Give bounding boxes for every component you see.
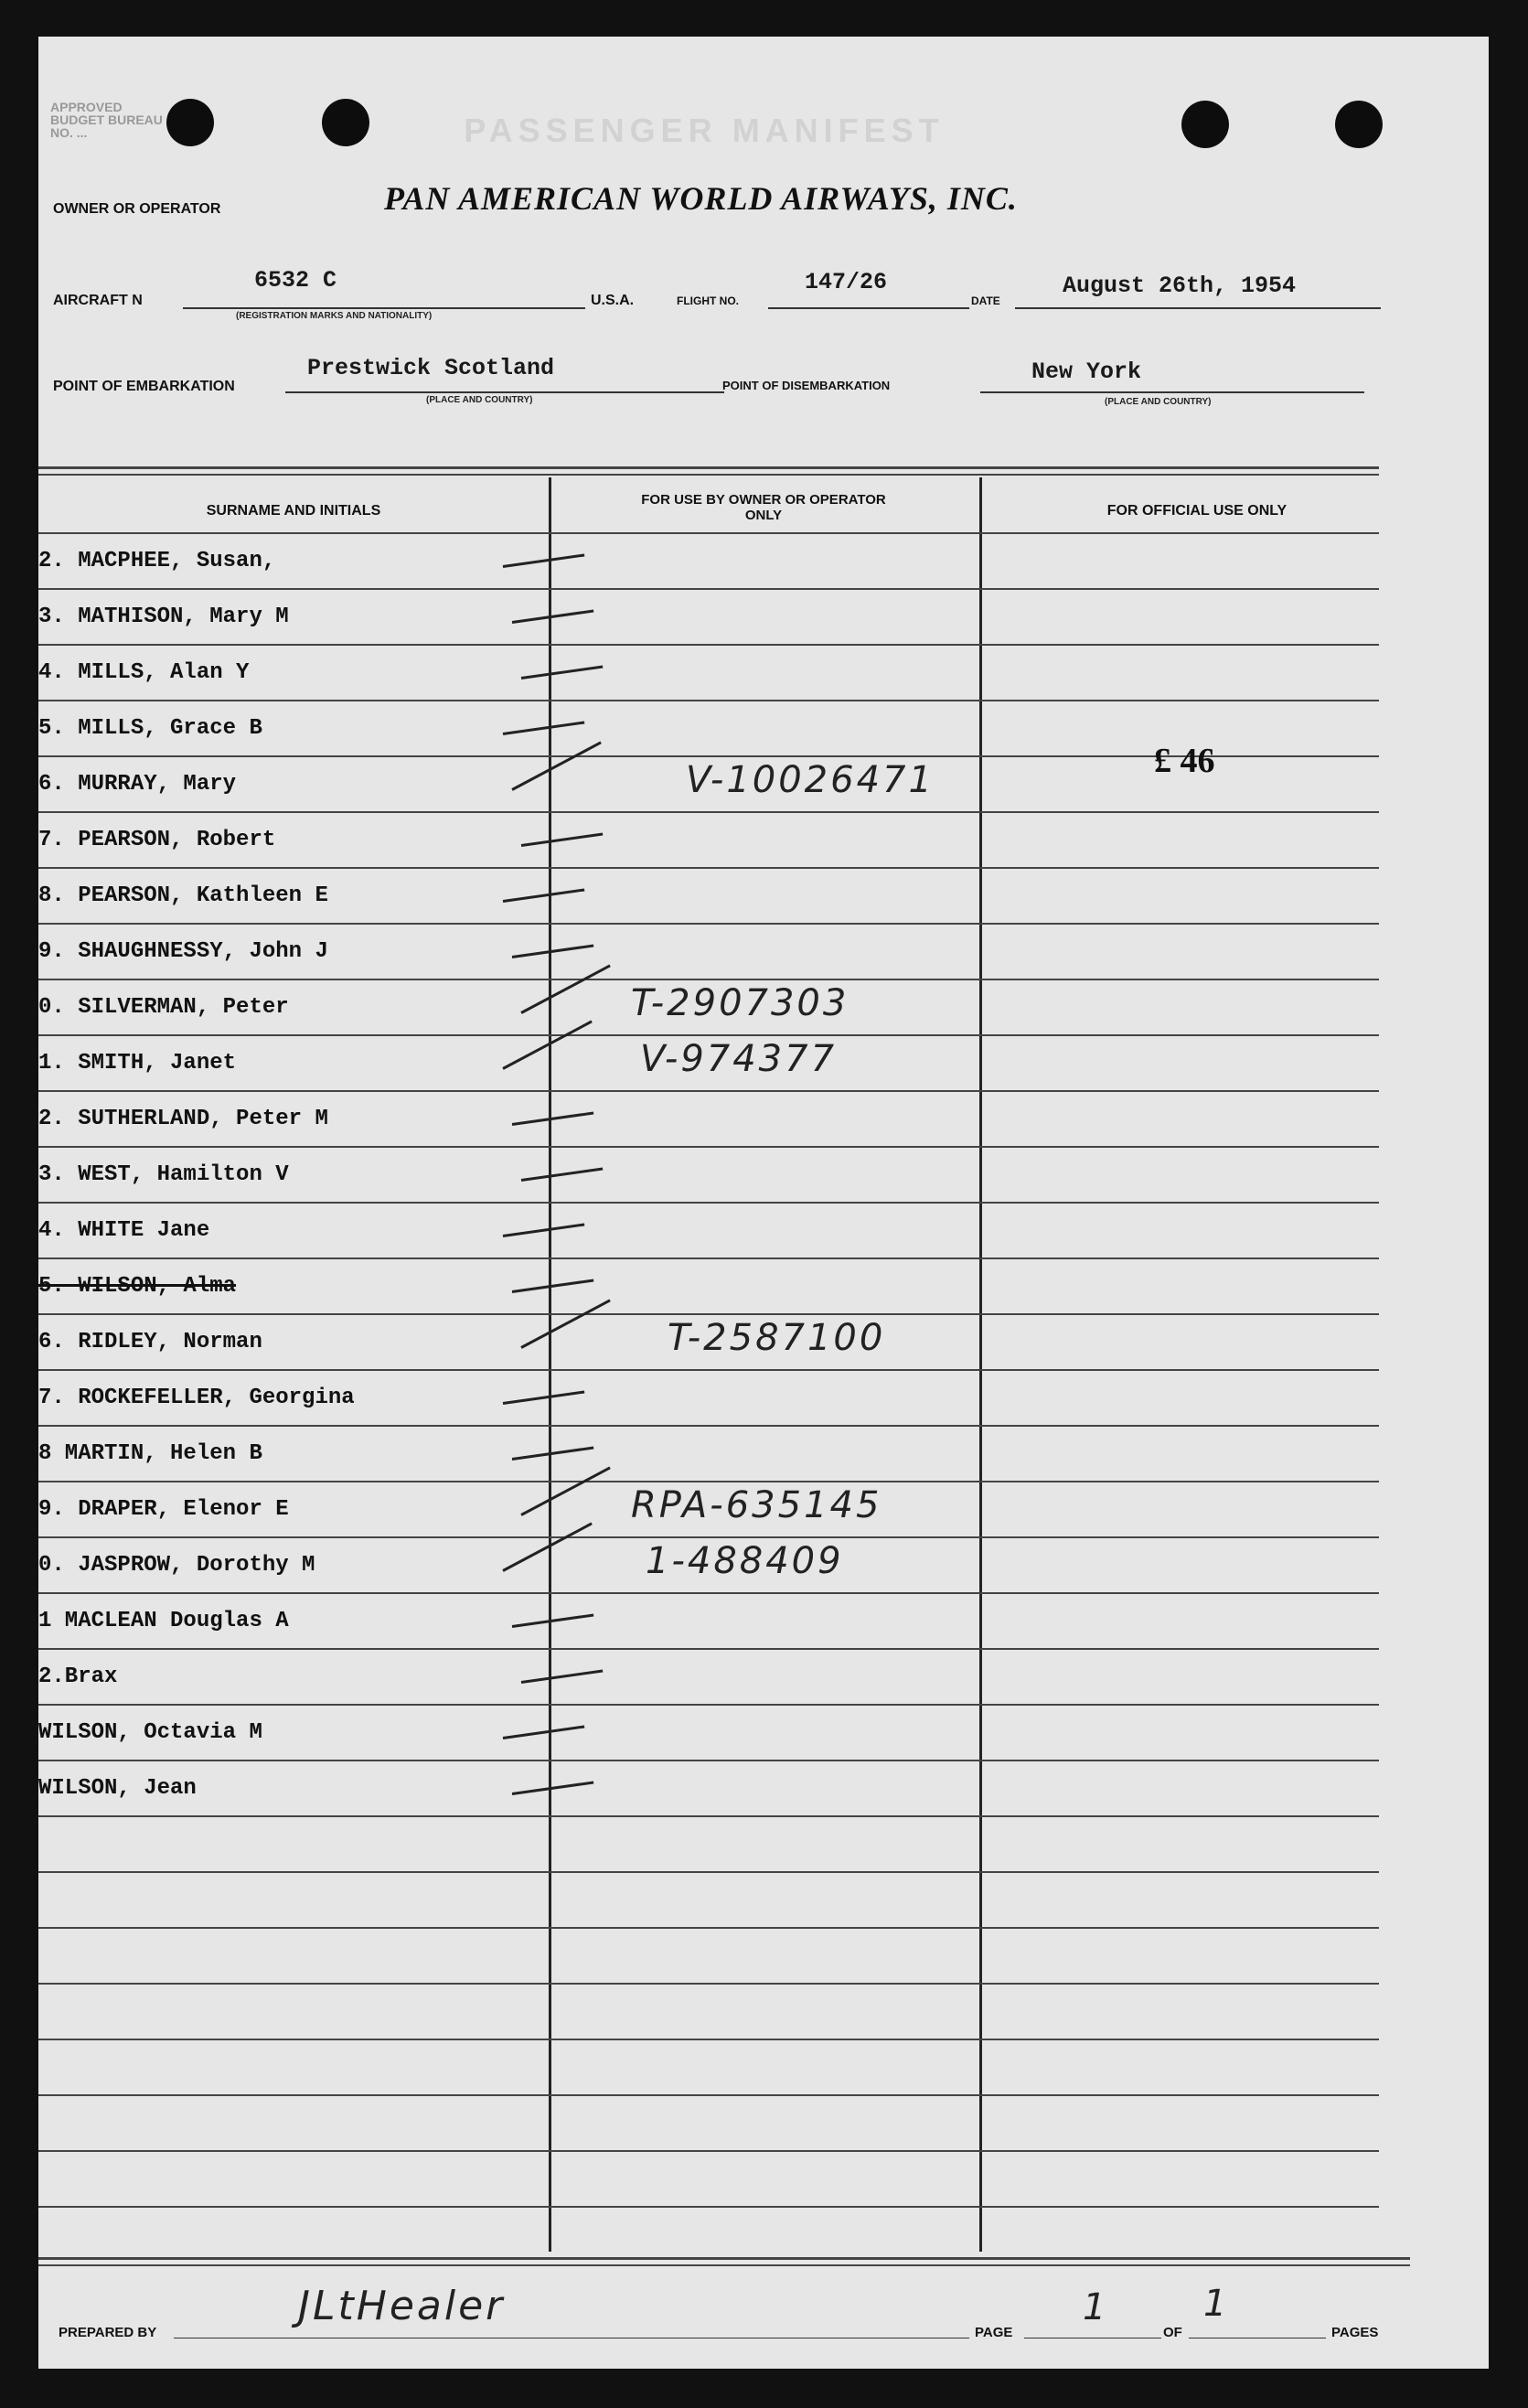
passenger-name: 7. PEARSON, Robert (38, 828, 276, 852)
page-label: PAGE (975, 2325, 1013, 2340)
passenger-name: WILSON, Jean (38, 1776, 197, 1801)
embark-label: POINT OF EMBARKATION (53, 379, 235, 394)
row-rule (38, 700, 1379, 701)
row-rule (38, 1648, 1379, 1650)
row-rule (38, 1871, 1379, 1873)
table-bottom-rule (38, 2264, 1410, 2266)
pages-label: PAGES (1331, 2325, 1379, 2340)
row-rule (38, 1369, 1379, 1371)
date-label: DATE (971, 294, 1000, 307)
document-number: RPA-635145 (631, 1484, 882, 1526)
passenger-name: 2.Brax (38, 1664, 118, 1689)
of-value: 1 (1203, 2283, 1230, 2325)
row-rule (38, 1760, 1379, 1761)
row-rule (38, 1034, 1379, 1036)
row-rule (38, 1927, 1379, 1929)
aircraft-caption: (REGISTRATION MARKS AND NATIONALITY) (236, 311, 433, 321)
disembark-caption: (PLACE AND COUNTRY) (1105, 397, 1212, 407)
row-rule (38, 1815, 1379, 1817)
row-rule (38, 1536, 1379, 1538)
flight-underline (768, 307, 969, 309)
passenger-name: 9. DRAPER, Elenor E (38, 1497, 289, 1522)
row-rule (38, 1146, 1379, 1148)
passenger-name: 4. MILLS, Alan Y (38, 660, 250, 685)
row-rule (38, 2206, 1379, 2208)
passenger-name: 0. SILVERMAN, Peter (38, 995, 289, 1020)
column-header-owner: FOR USE BY OWNER OR OPERATOR ONLY (641, 492, 886, 523)
row-rule (38, 1592, 1379, 1594)
row-rule (38, 2039, 1379, 2040)
row-rule (38, 644, 1379, 646)
stamp-line: APPROVED (50, 100, 123, 114)
passenger-name: 5. WILSON, Alma (38, 1274, 237, 1299)
row-rule (38, 1425, 1379, 1427)
disembark-label: POINT OF DISEMBARKATION (722, 379, 891, 392)
document-number: V-974377 (640, 1038, 838, 1080)
embark-underline (285, 391, 724, 393)
column-divider (549, 477, 551, 2252)
passenger-name: 8. PEARSON, Kathleen E (38, 883, 328, 908)
stamp-line: NO. ... (50, 125, 88, 140)
row-rule (38, 1090, 1379, 1092)
row-rule (38, 1481, 1379, 1482)
form-title: PASSENGER MANIFEST (464, 112, 945, 149)
punch-hole (166, 99, 214, 146)
passenger-name: 0. JASPROW, Dorothy M (38, 1553, 315, 1578)
disembark-underline (980, 391, 1364, 393)
column-header-official: FOR OFFICIAL USE ONLY (1106, 503, 1288, 519)
row-rule (38, 1704, 1379, 1706)
row-rule (38, 811, 1379, 813)
passenger-name: 8 MARTIN, Helen B (38, 1441, 262, 1466)
passenger-name: 3. WEST, Hamilton V (38, 1162, 289, 1187)
row-rule (38, 2150, 1379, 2152)
stamp-line: BUDGET BUREAU (50, 112, 163, 127)
row-rule (38, 923, 1379, 925)
row-rule (38, 1258, 1379, 1259)
passenger-name: 1. SMITH, Janet (38, 1051, 237, 1076)
passenger-name: 9. SHAUGHNESSY, John J (38, 939, 328, 964)
flight-label: FLIGHT NO. (677, 294, 739, 307)
document-number: 1-488409 (646, 1540, 844, 1582)
column-divider (979, 477, 982, 2252)
preparer-signature: JLtHealer (298, 2283, 506, 2329)
passenger-name: WILSON, Octavia M (38, 1720, 262, 1745)
passenger-name: 5. MILLS, Grace B (38, 716, 262, 741)
passenger-name: 6. MURRAY, Mary (38, 772, 237, 797)
usa-label: U.S.A. (591, 293, 635, 308)
table-top-rule (38, 474, 1379, 476)
document-number: T-2907303 (631, 982, 849, 1024)
embark-caption: (PLACE AND COUNTRY) (426, 395, 533, 405)
table-top-rule (38, 466, 1379, 469)
row-rule (38, 1202, 1379, 1204)
punch-hole (322, 99, 369, 146)
approval-stamp (50, 101, 163, 139)
aircraft-label: AIRCRAFT N (53, 293, 143, 308)
passenger-name: 2. MACPHEE, Susan, (38, 549, 276, 573)
row-rule (38, 588, 1379, 590)
disembark-value: New York (1031, 359, 1142, 385)
table-bottom-rule (38, 2257, 1410, 2260)
company-name: PAN AMERICAN WORLD AIRWAYS, INC. (384, 180, 1018, 217)
passenger-name: 3. MATHISON, Mary M (38, 605, 289, 629)
passenger-name: 1 MACLEAN Douglas A (38, 1609, 289, 1633)
row-rule (38, 979, 1379, 980)
embark-value: Prestwick Scotland (307, 355, 555, 381)
document-number: V-10026471 (686, 759, 935, 801)
row-rule (38, 1313, 1379, 1315)
row-rule (38, 1983, 1379, 1985)
prepared-label: PREPARED BY (59, 2325, 157, 2340)
aircraft-value: 6532 C (254, 267, 337, 294)
passenger-name: 6. RIDLEY, Norman (38, 1330, 262, 1354)
date-underline (1015, 307, 1381, 309)
punch-hole (1181, 101, 1229, 148)
date-value: August 26th, 1954 (1063, 273, 1297, 299)
official-note: £ 46 (1154, 742, 1215, 780)
row-rule (38, 532, 1379, 534)
aircraft-underline (183, 307, 585, 309)
of-label: OF (1163, 2325, 1182, 2340)
row-rule (38, 867, 1379, 869)
page-value: 1 (1083, 2286, 1109, 2328)
document-number: T-2587100 (668, 1317, 886, 1359)
passenger-name: 2. SUTHERLAND, Peter M (38, 1107, 328, 1131)
column-header-surname: SURNAME AND INITIALS (206, 503, 381, 519)
flight-value: 147/26 (805, 269, 888, 295)
passenger-name: 7. ROCKEFELLER, Georgina (38, 1386, 355, 1410)
punch-hole (1335, 101, 1383, 148)
passenger-name: 4. WHITE Jane (38, 1218, 210, 1243)
row-rule (38, 2094, 1379, 2096)
owner-label: OWNER OR OPERATOR (53, 201, 221, 217)
